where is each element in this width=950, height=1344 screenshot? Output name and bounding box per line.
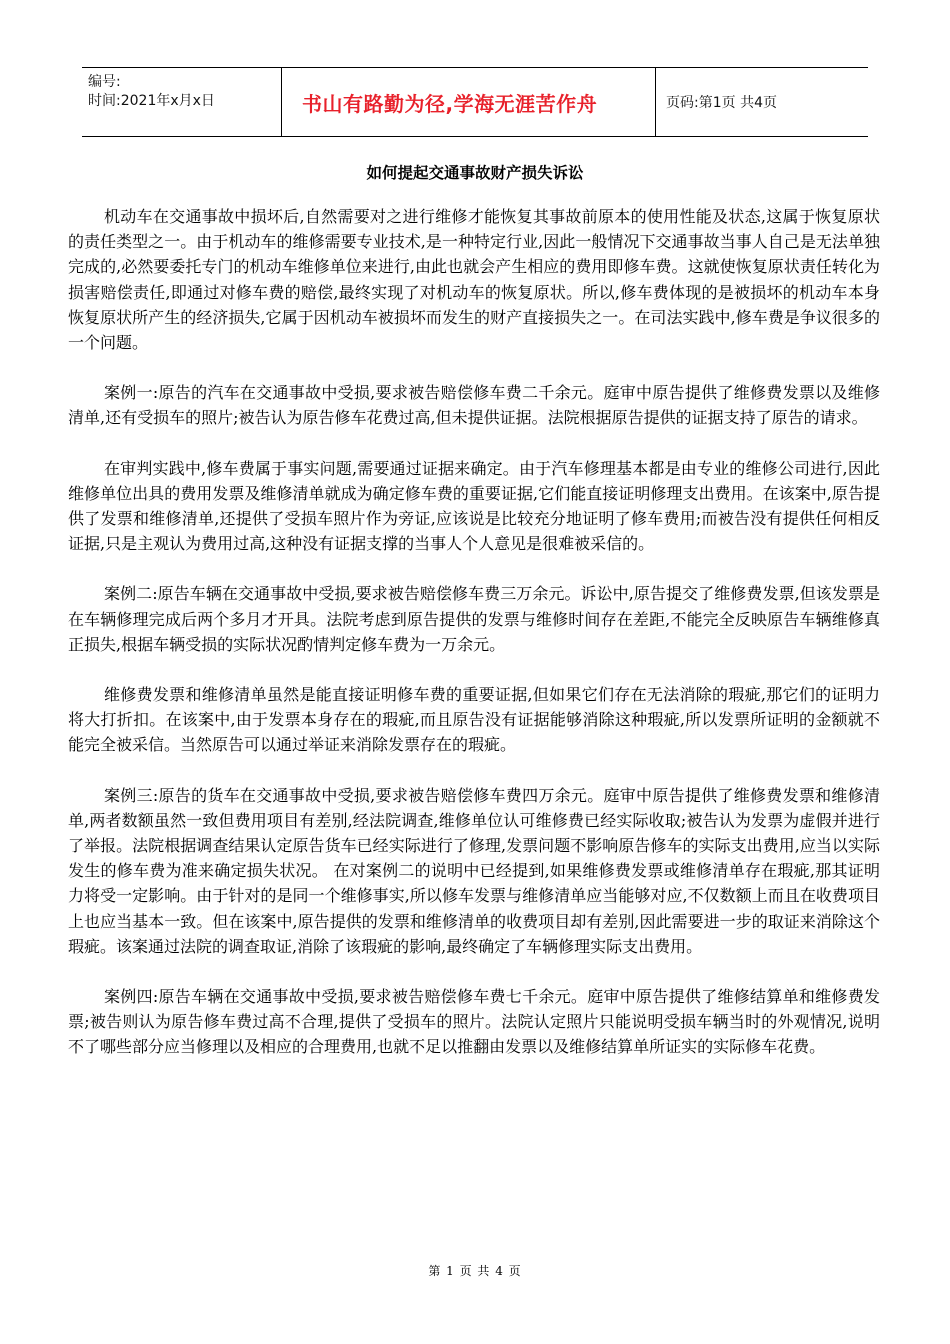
page-header [82, 67, 868, 137]
document-body [68, 204, 880, 1085]
paragraph-case-1-analysis: 在审判实践中,修车费属于事实问题,需要通过证据来确定。由于汽车修理基本都是由专业的维修公司进行,因此维修单位出具的费用发票及维修清单就成为确定修车费的重要证据,它们能直接证明修理支出费用。在该案中,原告提供了发票和维修清单,还提供了受损车照片作为旁证,应该说是比较充分地证明了修车费用;而被告没有提供任何相反证据,只是主观认为费用过高,这种没有证据支撑的当事人个人意见是很难被采信的。 [68, 458, 880, 554]
page-info: 页码:第1页 共4页 [666, 95, 777, 111]
header-meta-cell [82, 68, 282, 136]
paragraph-case-2-analysis: 维修费发票和维修清单虽然是能直接证明修车费的重要证据,但如果它们存在无法消除的瑕疵,那它们的证明力将大打折扣。在该案中,由于发票本身存在的瑕疵,而且原告没有证据能够消除这种瑕疵,所以发票所证明的金额就不能完全被采信。当然原告可以通过举证来消除发票存在的瑕疵。 [68, 685, 880, 755]
header-page-cell [656, 68, 868, 136]
document-title: 如何提起交通事故财产损失诉讼 [366, 164, 584, 182]
paragraph-case-2: 案例二:原告车辆在交通事故中受损,要求被告赔偿修车费三万余元。诉讼中,原告提交了维修费发票,但该发票是在车辆修理完成后两个多月才开具。法院考虑到原告提供的发票与维修时间存在差距,不能完全反映原告车辆维修真正损失,根据车辆受损的实际状况酌情判定修车费为一万余元。 [68, 584, 880, 654]
date-label: 时间:2021年x月x日 [88, 93, 215, 109]
paragraph-case-4: 案例四:原告车辆在交通事故中受损,要求被告赔偿修车费七千余元。庭审中原告提供了维修结算单和维修费发票;被告则认为原告修车费过高不合理,提供了受损车的照片。法院认定照片只能说明受损车辆当时的外观情况,说明不了哪些部分应当修理以及相应的合理费用,也就不足以推翻由发票以及维修结算单所证实的实际修车花费。 [68, 987, 880, 1057]
header-motto-cell [282, 68, 656, 136]
page-footer: 第 1 页 共 4 页 [428, 1264, 522, 1278]
paragraph-intro: 机动车在交通事故中损坏后,自然需要对之进行维修才能恢复其事故前原本的使用性能及状态,这属于恢复原状的责任类型之一。由于机动车的维修需要专业技术,是一种特定行业,因此一般情况下交通事故当事人自己是无法单独完成的,必然要委托专门的机动车维修单位来进行,由此也就会产生相应的费用即修车费。这就使恢复原状责任转化为损害赔偿责任,即通过对修车费的赔偿,最终实现了对机动车的恢复原状。所以,修车费体现的是被损坏的机动车本身恢复原状所产生的经济损失,它属于因机动车被损坏而发生的财产直接损失之一。在司法实践中,修车费是争议很多的一个问题。 [68, 207, 880, 353]
paragraph-case-3: 案例三:原告的货车在交通事故中受损,要求被告赔偿修车费四万余元。庭审中原告提供了维修费发票和维修清单,两者数额虽然一致但费用项目有差别,经法院调查,维修单位认可维修费已经实际收取;被告认为发票为虚假并进行了举报。法院根据调查结果认定原告货车已经实际进行了修理,发票问题不影响原告修车的实际支出费用,应当以实际发生的修车费为准来确定损失状况。 在对案例二的说明中已经提到,如果维修费发票或维修清单存在瑕疵,那其证明力将受一定影响。由于针对的是同一个维修事实,所以修车发票与维修清单应当能够对应,不仅数额上而且在收费项目上也应当基本一致。但在该案中,原告提供的发票和维修清单的收费项目却有差别,因此需要进一步的取证来消除这个瑕疵。该案通过法院的调查取证,消除了该瑕疵的影响,最终确定了车辆修理实际支出费用。 [68, 785, 880, 956]
serial-number-label: 编号: [88, 74, 121, 90]
motto-text: 书山有路勤为径,学海无涯苦作舟 [302, 91, 598, 116]
paragraph-case-1: 案例一:原告的汽车在交通事故中受损,要求被告赔偿修车费二千余元。庭审中原告提供了维修费发票以及维修清单,还有受损车的照片;被告认为原告修车花费过高,但未提供证据。法院根据原告提供的证据支持了原告的请求。 [68, 383, 880, 428]
